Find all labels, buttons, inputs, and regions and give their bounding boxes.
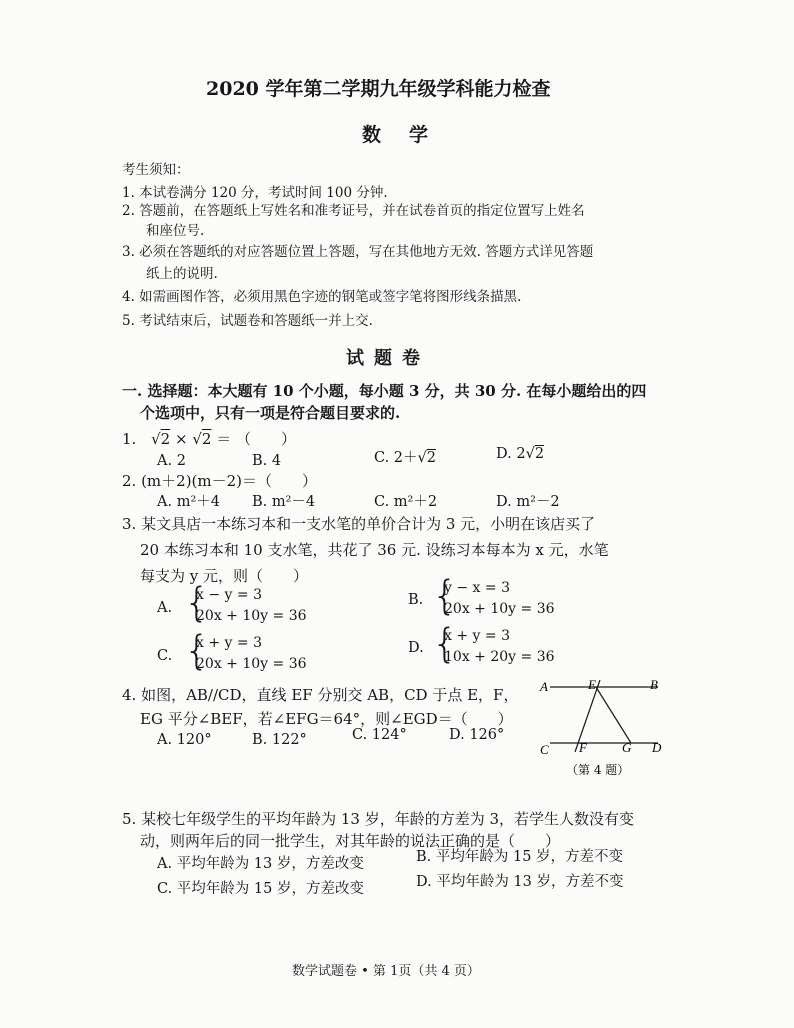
q1-option-d: D. 2√2 <box>496 446 545 462</box>
question-5-stem: 5. 某校七年级学生的平均年龄为 13 岁，年龄的方差为 3，若学生人数没有变 <box>122 810 635 828</box>
sqrt-symbol: √2 <box>525 446 545 462</box>
q3-option-a-system: { x − y = 3 20x + 10y = 36 <box>184 580 307 626</box>
notice-line: 和座位号. <box>146 223 205 239</box>
point-d-label: D <box>652 740 662 755</box>
q3-option-b-system: { y − x = 3 20x + 10y = 36 <box>432 573 555 619</box>
notice-line: 2. 答题前，在答题纸上写姓名和准考证号，并在试卷首页的指定位置写上姓名 <box>122 203 585 219</box>
figure-caption: （第 4 题） <box>566 763 630 777</box>
page-title: 2020 学年第二学期九年级学科能力检查 <box>206 78 551 100</box>
question-2-stem: 2. (m＋2)(m－2)＝（ ） <box>122 472 318 490</box>
question-3-stem: 3. 某文具店一本练习本和一支水笔的单价合计为 3 元，小明在该店买了 <box>122 515 596 533</box>
q2-option-a: A. m²＋4 <box>157 494 220 510</box>
q3-option-d-system: { x + y = 3 10x + 20y = 36 <box>432 621 555 667</box>
question-3-stem: 每支为 y 元，则（ ） <box>140 567 309 585</box>
point-g-label: G <box>622 740 632 755</box>
q3-option-d-label: D. <box>408 640 424 656</box>
q3-option-c-label: C. <box>157 648 173 664</box>
q5-option-c: C. 平均年龄为 15 岁，方差改变 <box>157 881 364 897</box>
q1-option-b: B. 4 <box>252 453 282 469</box>
notice-heading: 考生须知： <box>122 162 190 178</box>
q4-option-a: A. 120° <box>157 732 212 748</box>
q3-option-a-label: A. <box>157 600 173 616</box>
question-4-stem: 4. 如图，AB//CD，直线 EF 分别交 AB，CD 于点 E，F， <box>122 686 519 704</box>
q5-option-b: B. 平均年龄为 15 岁，方差不变 <box>416 849 624 865</box>
q2-option-b: B. m²－4 <box>252 494 316 510</box>
question-4-stem: EG 平分∠BEF，若∠EFG＝64°，则∠EGD＝（ ） <box>140 710 513 728</box>
q5-option-a: A. 平均年龄为 13 岁，方差改变 <box>157 856 364 872</box>
q2-option-d: D. m²－2 <box>496 494 560 510</box>
question-3-stem: 20 本练习本和 10 支水笔，共花了 36 元. 设练习本每本为 x 元，水笔 <box>140 541 609 559</box>
q3-option-b-label: B. <box>408 592 424 608</box>
q1-option-a: A. 2 <box>157 453 186 469</box>
point-e-label: E <box>588 677 596 692</box>
q4-geometry-figure <box>536 676 676 782</box>
notice-line: 4. 如需画图作答，必须用黑色字迹的钢笔或签字笔将图形线条描黑. <box>122 289 522 305</box>
page-footer: 数学试题卷 • 第 1页（共 4 页） <box>292 964 480 979</box>
question-1-stem: 1. √2 × √2 ＝ （ ） <box>122 430 296 448</box>
line-eg <box>596 687 631 743</box>
point-f-label: F <box>579 740 587 755</box>
q4-option-b: B. 122° <box>252 732 307 748</box>
sqrt-symbol: √2 <box>151 430 171 448</box>
notice-line: 纸上的说明. <box>146 266 218 282</box>
sqrt-symbol: √2 <box>417 450 437 466</box>
point-a-label: A <box>540 679 548 694</box>
notice-line: 5. 考试结束后，试题卷和答题纸一并上交. <box>122 313 373 329</box>
notice-line: 1. 本试卷满分 120 分，考试时间 100 分钟. <box>122 185 388 201</box>
part-instructions: 一. 选择题：本大题有 10 个小题，每小题 3 分，共 30 分. 在每小题给出的四 <box>122 382 647 400</box>
notice-line: 3. 必须在答题纸的对应答题位置上答题，写在其他地方无效. 答题方式详见答题 <box>122 244 594 260</box>
part-instructions: 个选项中，只有一项是符合题目要求的. <box>140 404 401 422</box>
point-c-label: C <box>540 742 549 757</box>
brace-symbol: { <box>432 621 458 667</box>
q1-option-c: C. 2＋√2 <box>374 450 437 466</box>
brace-symbol: { <box>432 573 458 619</box>
brace-symbol: { <box>184 580 210 626</box>
q4-option-c: C. 124° <box>352 727 407 743</box>
q4-option-d: D. 126° <box>449 727 505 743</box>
brace-symbol: { <box>184 628 210 674</box>
question-5-stem: 动，则两年后的同一批学生，对其年龄的说法正确的是（ ） <box>140 832 561 850</box>
q5-option-d: D. 平均年龄为 13 岁，方差不变 <box>416 874 624 890</box>
subject-title: 数学 <box>362 124 457 146</box>
q3-option-c-system: { x + y = 3 20x + 10y = 36 <box>184 628 307 674</box>
q2-option-c: C. m²＋2 <box>374 494 438 510</box>
sqrt-symbol: √2 <box>192 430 212 448</box>
section-title: 试题卷 <box>346 348 430 369</box>
point-b-label: B <box>650 677 658 692</box>
